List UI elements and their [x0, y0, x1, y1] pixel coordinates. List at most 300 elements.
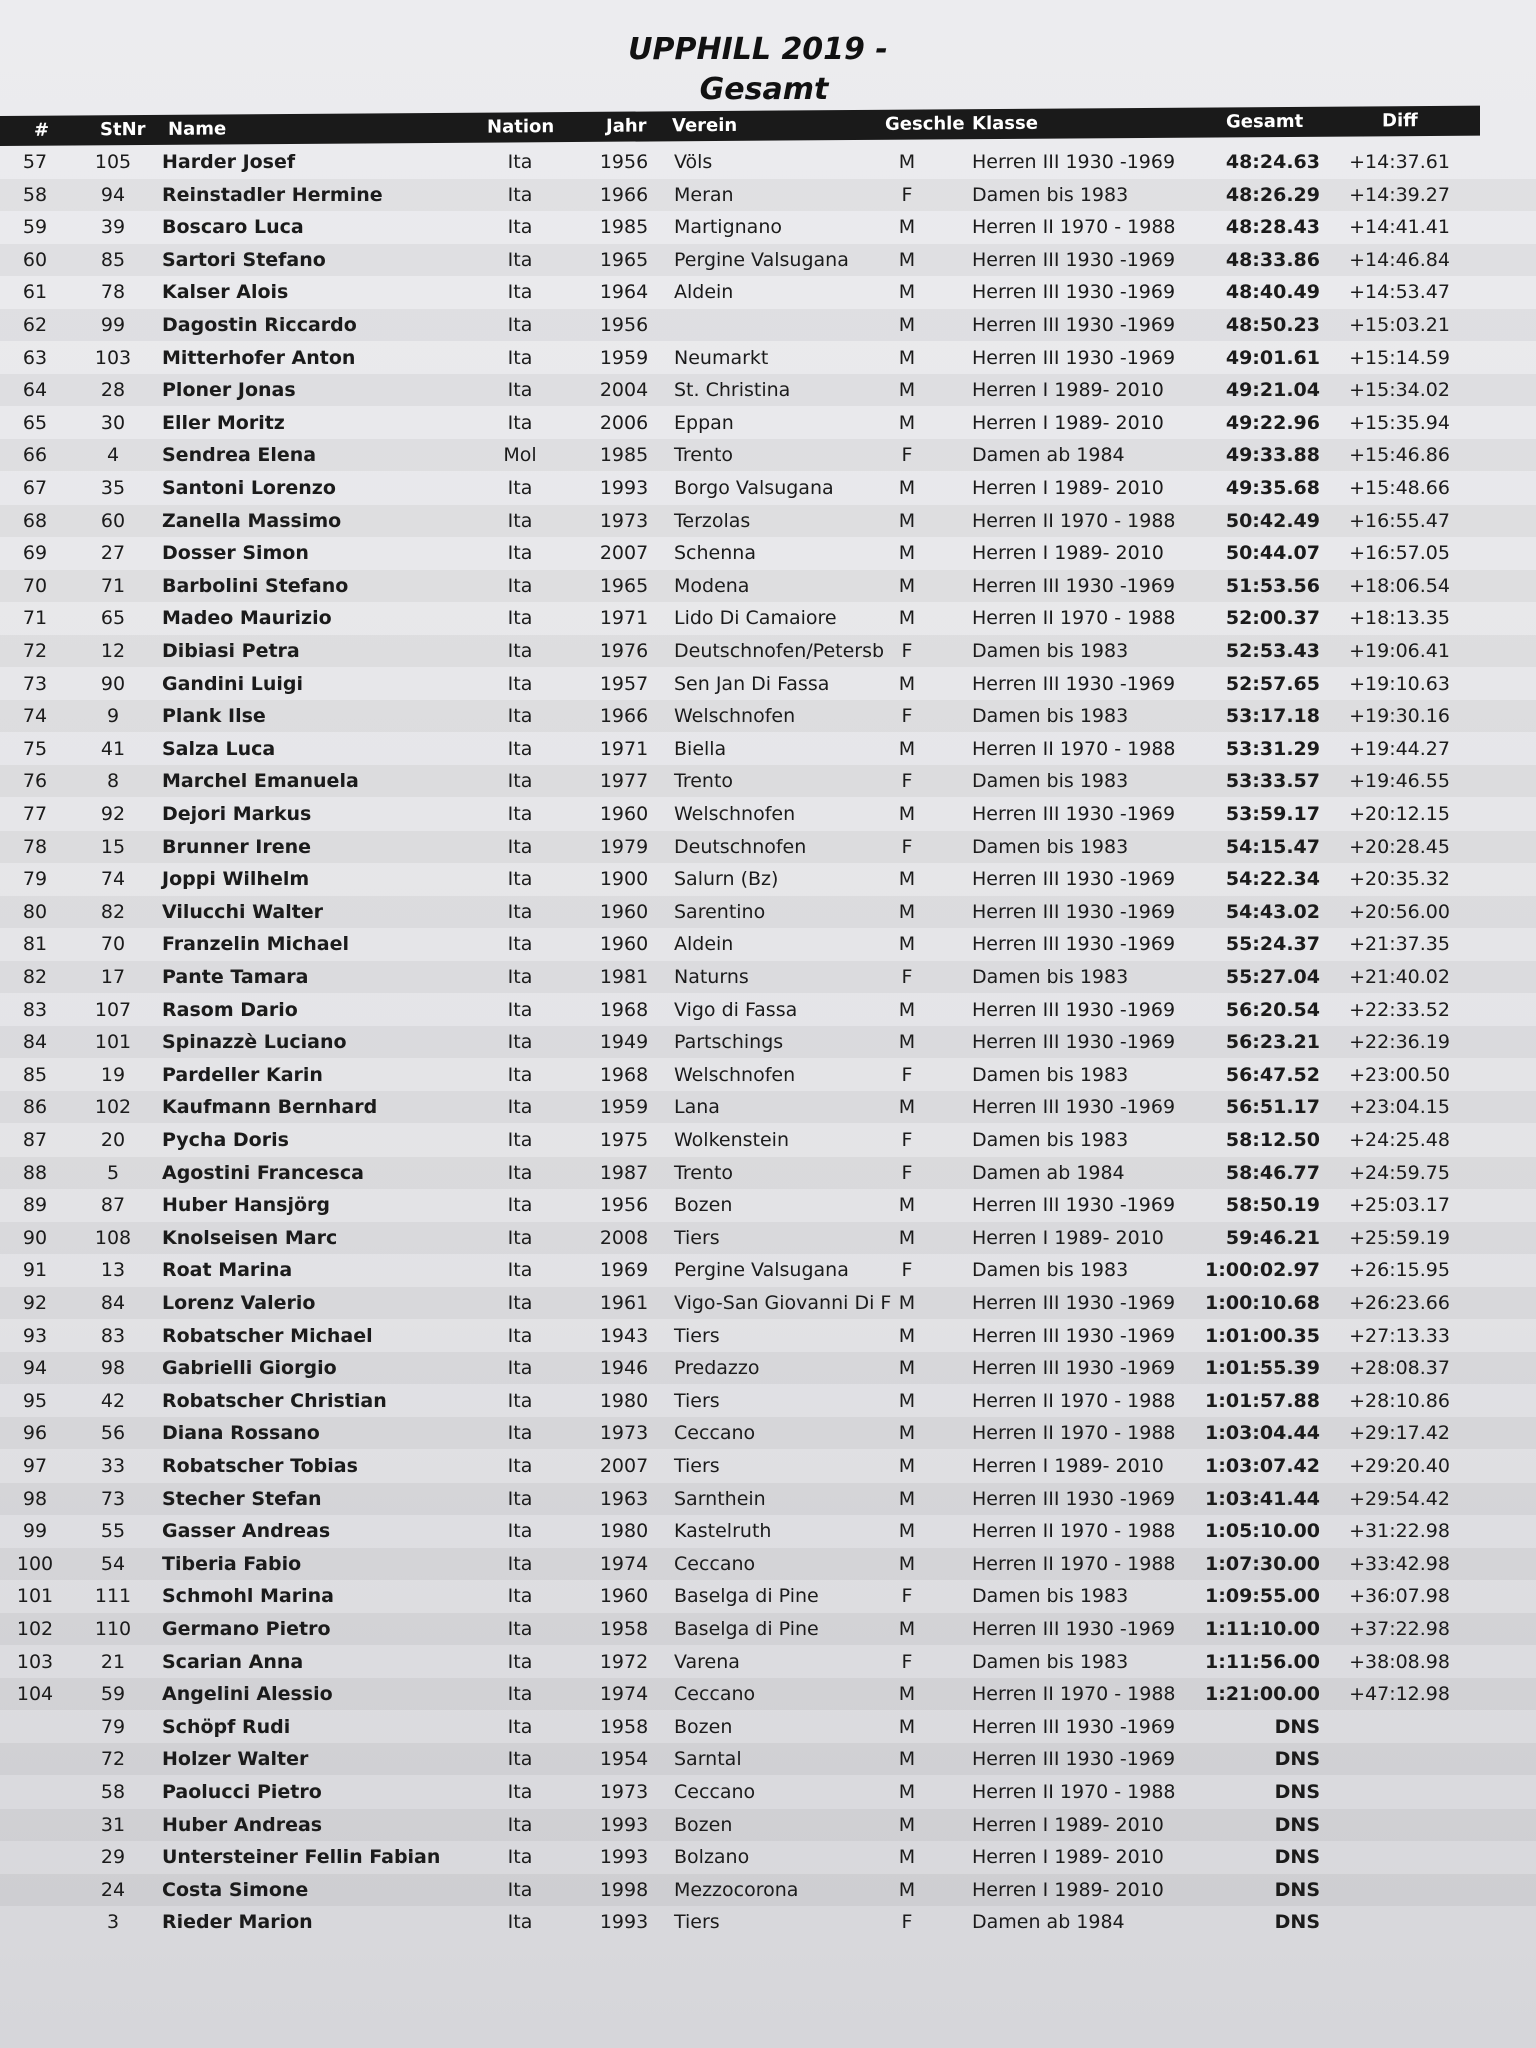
rank-cell: 76	[22, 770, 48, 793]
jahr-cell: 1985	[599, 216, 649, 239]
diff-cell: +23:04.15	[1349, 1096, 1450, 1119]
rank-cell: 99	[22, 1520, 48, 1543]
nation-cell: Ita	[507, 1226, 533, 1249]
verein-cell: Tiers	[674, 1455, 720, 1477]
geschlecht-cell: M	[898, 477, 916, 499]
table-row	[0, 1841, 1536, 1873]
name-cell: Robatscher Christian	[162, 1389, 387, 1412]
name-cell: Schöpf Rudi	[162, 1715, 291, 1738]
nation-cell: Ita	[507, 900, 533, 923]
gesamt-cell: 54:43.02	[1225, 900, 1320, 923]
jahr-cell: 1966	[599, 705, 649, 728]
jahr-cell: 1960	[599, 933, 649, 956]
gesamt-cell: 48:40.49	[1225, 281, 1320, 304]
table-row	[0, 635, 1536, 667]
nation-cell: Ita	[507, 803, 533, 825]
verein-cell: Sarntal	[674, 1748, 742, 1771]
jahr-cell: 1960	[599, 900, 649, 923]
verein-cell: Ceccano	[674, 1422, 756, 1445]
table-row	[0, 1874, 1536, 1906]
geschlecht-cell: M	[898, 998, 916, 1021]
stnr-cell: 70	[100, 933, 126, 956]
nation-cell: Ita	[507, 1389, 533, 1412]
gesamt-cell: 53:33.57	[1225, 770, 1320, 793]
geschlecht-cell: M	[898, 737, 916, 760]
stnr-cell: 103	[94, 346, 132, 369]
header-name: Name	[168, 118, 227, 140]
gesamt-cell: 1:01:55.39	[1205, 1357, 1320, 1380]
jahr-cell: 1957	[599, 672, 649, 695]
verein-cell: Baselga di Pine	[674, 1618, 819, 1640]
geschlecht-cell: M	[898, 1683, 916, 1706]
rank-cell: 68	[22, 509, 48, 532]
nation-cell: Ita	[507, 1748, 533, 1771]
klasse-cell: Herren I 1989- 2010	[972, 379, 1164, 402]
diff-cell: +25:03.17	[1349, 1194, 1450, 1217]
table-row	[0, 1450, 1536, 1482]
stnr-cell: 41	[100, 737, 126, 760]
nation-cell: Ita	[507, 1031, 533, 1054]
header-nation: Nation	[487, 116, 555, 138]
table-row	[0, 407, 1536, 439]
verein-cell: Neumarkt	[674, 346, 769, 369]
verein-cell: Tiers	[674, 1389, 720, 1412]
geschlecht-cell: M	[898, 509, 916, 532]
klasse-cell: Damen ab 1984	[972, 1161, 1125, 1184]
klasse-cell: Damen bis 1983	[972, 835, 1129, 858]
rank-cell: 91	[22, 1259, 48, 1282]
diff-cell: +37:22.98	[1349, 1618, 1450, 1640]
verein-cell: Pergine Valsugana	[674, 1259, 849, 1282]
nation-cell: Ita	[507, 672, 533, 695]
klasse-cell: Herren III 1930 -1969	[972, 933, 1176, 956]
stnr-cell: 94	[100, 183, 126, 206]
table-row	[0, 342, 1536, 374]
geschlecht-cell: M	[898, 1552, 916, 1575]
verein-cell: Bozen	[674, 1813, 733, 1836]
stnr-cell: 15	[100, 835, 126, 858]
name-cell: Dibiasi Petra	[162, 640, 300, 662]
name-cell: Pante Tamara	[162, 966, 309, 988]
rank-cell: 96	[22, 1422, 48, 1445]
verein-cell: Eppan	[674, 411, 734, 434]
table-row	[0, 374, 1536, 406]
stnr-cell: 28	[100, 379, 126, 402]
klasse-cell: Herren II 1970 - 1988	[972, 1520, 1176, 1543]
diff-cell: +15:35.94	[1349, 411, 1450, 434]
nation-cell: Ita	[507, 868, 533, 891]
geschlecht-cell: M	[898, 1715, 916, 1738]
header-verein: Verein	[672, 114, 738, 137]
klasse-cell: Herren III 1930 -1969	[972, 1715, 1176, 1738]
gesamt-cell: 54:22.34	[1225, 868, 1320, 891]
table-row	[0, 928, 1536, 960]
diff-cell: +38:08.98	[1349, 1650, 1450, 1673]
table-row	[0, 668, 1536, 700]
name-cell: Marchel Emanuela	[162, 770, 359, 793]
diff-cell: +19:30.16	[1349, 705, 1450, 728]
gesamt-cell: 56:20.54	[1225, 998, 1320, 1021]
gesamt-cell: 1:11:10.00	[1205, 1618, 1320, 1640]
table-row	[0, 505, 1536, 537]
gesamt-cell: 48:26.29	[1225, 183, 1320, 206]
stnr-cell: 79	[100, 1715, 126, 1738]
table-row	[0, 994, 1536, 1026]
table-row	[0, 1026, 1536, 1058]
table-row	[0, 1743, 1536, 1775]
klasse-cell: Herren III 1930 -1969	[972, 248, 1176, 271]
verein-cell: Trento	[674, 770, 734, 793]
nation-cell: Ita	[507, 1650, 533, 1673]
klasse-cell: Herren III 1930 -1969	[972, 1292, 1176, 1314]
verein-cell: Deutschnofen	[674, 835, 807, 858]
name-cell: Santoni Lorenzo	[162, 477, 336, 499]
geschlecht-cell: M	[898, 868, 916, 891]
verein-cell: Wolkenstein	[674, 1129, 789, 1151]
geschlecht-cell: M	[898, 1226, 916, 1249]
rank-cell: 101	[16, 1585, 54, 1608]
klasse-cell: Herren III 1930 -1969	[972, 803, 1176, 825]
stnr-cell: 31	[100, 1813, 126, 1836]
name-cell: Dejori Markus	[162, 803, 312, 825]
stnr-cell: 30	[100, 411, 126, 434]
table-row	[0, 602, 1536, 634]
name-cell: Lorenz Valerio	[162, 1292, 316, 1314]
jahr-cell: 1956	[599, 1194, 649, 1217]
stnr-cell: 71	[100, 574, 126, 597]
geschlecht-cell: F	[901, 1129, 913, 1151]
klasse-cell: Herren III 1930 -1969	[972, 314, 1176, 336]
verein-cell: Trento	[674, 1161, 734, 1184]
verein-cell: Bozen	[674, 1194, 733, 1217]
jahr-cell: 1900	[599, 868, 649, 891]
jahr-cell: 1965	[599, 248, 649, 271]
diff-cell: +24:59.75	[1349, 1161, 1450, 1184]
stnr-cell: 39	[100, 216, 126, 239]
klasse-cell: Herren III 1930 -1969	[972, 1194, 1176, 1217]
header-rank: #	[34, 119, 50, 141]
gesamt-cell: 1:03:07.42	[1205, 1455, 1320, 1477]
stnr-cell: 42	[100, 1389, 126, 1412]
geschlecht-cell: M	[898, 1455, 916, 1477]
nation-cell: Ita	[507, 770, 533, 793]
verein-cell: Bozen	[674, 1715, 733, 1738]
jahr-cell: 1971	[599, 607, 649, 630]
table-row	[0, 1483, 1536, 1515]
geschlecht-cell: M	[898, 1292, 916, 1314]
nation-cell: Ita	[507, 1129, 533, 1151]
klasse-cell: Damen bis 1983	[972, 1063, 1129, 1086]
nation-cell: Ita	[507, 314, 533, 336]
name-cell: Huber Hansjörg	[162, 1194, 330, 1217]
gesamt-cell: 59:46.21	[1225, 1226, 1320, 1249]
nation-cell: Ita	[507, 151, 533, 173]
table-row	[0, 733, 1536, 765]
stnr-cell: 21	[100, 1650, 126, 1673]
name-cell: Kaufmann Bernhard	[162, 1096, 378, 1119]
geschlecht-cell: F	[901, 444, 913, 467]
klasse-cell: Herren II 1970 - 1988	[972, 607, 1176, 630]
gesamt-cell: 55:24.37	[1225, 933, 1320, 956]
gesamt-cell: 1:21:00.00	[1205, 1683, 1320, 1706]
rank-cell: 57	[22, 151, 48, 173]
header-diff: Diff	[1382, 110, 1418, 132]
diff-cell: +27:13.33	[1349, 1324, 1450, 1347]
diff-cell: +33:42.98	[1349, 1552, 1450, 1575]
geschlecht-cell: M	[898, 1357, 916, 1380]
diff-cell: +26:15.95	[1349, 1259, 1450, 1282]
jahr-cell: 1985	[599, 444, 649, 467]
geschlecht-cell: M	[898, 1031, 916, 1054]
name-cell: Robatscher Michael	[162, 1324, 373, 1347]
nation-cell: Ita	[507, 1781, 533, 1803]
stnr-cell: 58	[100, 1781, 126, 1803]
geschlecht-cell: M	[898, 900, 916, 923]
nation-cell: Ita	[507, 1585, 533, 1608]
nation-cell: Ita	[507, 835, 533, 858]
diff-cell: +15:46.86	[1349, 444, 1450, 467]
rank-cell: 60	[22, 248, 48, 271]
rank-cell: 66	[22, 444, 48, 467]
verein-cell: Sen Jan Di Fassa	[674, 672, 830, 695]
gesamt-cell: 58:12.50	[1225, 1129, 1320, 1151]
table-row	[0, 700, 1536, 732]
name-cell: Barbolini Stefano	[162, 574, 349, 597]
stnr-cell: 107	[94, 998, 132, 1021]
diff-cell: +18:06.54	[1349, 574, 1450, 597]
klasse-cell: Damen bis 1983	[972, 1585, 1129, 1608]
rank-cell: 79	[22, 868, 48, 891]
jahr-cell: 1971	[599, 737, 649, 760]
verein-cell: Vigo di Fassa	[674, 998, 798, 1021]
gesamt-cell: 56:47.52	[1225, 1063, 1320, 1086]
nation-cell: Ita	[507, 998, 533, 1021]
jahr-cell: 1972	[599, 1650, 649, 1673]
geschlecht-cell: M	[898, 1618, 916, 1640]
gesamt-cell: 1:01:57.88	[1205, 1389, 1320, 1412]
name-cell: Kalser Alois	[162, 281, 289, 304]
klasse-cell: Damen bis 1983	[972, 770, 1129, 793]
gesamt-cell: DNS	[1274, 1781, 1320, 1803]
name-cell: Schmohl Marina	[162, 1585, 334, 1608]
geschlecht-cell: F	[901, 1161, 913, 1184]
klasse-cell: Herren III 1930 -1969	[972, 1096, 1176, 1119]
jahr-cell: 1968	[599, 998, 649, 1021]
rank-cell: 84	[22, 1031, 48, 1054]
name-cell: Gandini Luigi	[162, 672, 303, 695]
diff-cell: +22:36.19	[1349, 1031, 1450, 1054]
rank-cell: 93	[22, 1324, 48, 1347]
klasse-cell: Herren II 1970 - 1988	[972, 1781, 1176, 1803]
nation-cell: Ita	[507, 509, 533, 532]
geschlecht-cell: M	[898, 1096, 916, 1119]
klasse-cell: Herren II 1970 - 1988	[972, 509, 1176, 532]
nation-cell: Ita	[507, 281, 533, 304]
stnr-cell: 54	[100, 1552, 126, 1575]
gesamt-cell: DNS	[1274, 1846, 1320, 1869]
geschlecht-cell: M	[898, 1846, 916, 1869]
geschlecht-cell: M	[898, 1813, 916, 1836]
rank-cell: 83	[22, 998, 48, 1021]
jahr-cell: 1973	[599, 1781, 649, 1803]
klasse-cell: Herren III 1930 -1969	[972, 1031, 1176, 1054]
geschlecht-cell: M	[898, 542, 916, 565]
jahr-cell: 1980	[599, 1520, 649, 1543]
stnr-cell: 110	[94, 1618, 132, 1640]
table-row	[0, 1287, 1536, 1319]
rank-cell: 75	[22, 737, 48, 760]
stnr-cell: 92	[100, 803, 126, 825]
verein-cell: Bolzano	[674, 1846, 750, 1869]
stnr-cell: 65	[100, 607, 126, 630]
geschlecht-cell: M	[898, 248, 916, 271]
stnr-cell: 55	[100, 1520, 126, 1543]
name-cell: Angelini Alessio	[162, 1683, 333, 1706]
stnr-cell: 13	[100, 1259, 126, 1282]
jahr-cell: 1956	[599, 314, 649, 336]
gesamt-cell: 1:05:10.00	[1205, 1520, 1320, 1543]
verein-cell: Partschings	[674, 1031, 784, 1054]
klasse-cell: Herren III 1930 -1969	[972, 1487, 1176, 1510]
geschlecht-cell: M	[898, 281, 916, 304]
nation-cell: Mol	[503, 444, 537, 467]
geschlecht-cell: F	[901, 1650, 913, 1673]
gesamt-cell: 50:42.49	[1225, 509, 1320, 532]
rank-cell: 87	[22, 1129, 48, 1151]
klasse-cell: Herren III 1930 -1969	[972, 900, 1176, 923]
name-cell: Diana Rossano	[162, 1422, 320, 1445]
gesamt-cell: 52:00.37	[1225, 607, 1320, 630]
table-row	[0, 1711, 1536, 1743]
table-header	[0, 106, 1480, 146]
table-row	[0, 1222, 1536, 1254]
diff-cell: +21:37.35	[1349, 933, 1450, 956]
nation-cell: Ita	[507, 705, 533, 728]
table-row	[0, 1189, 1536, 1221]
table-row	[0, 765, 1536, 797]
gesamt-cell: 49:01.61	[1225, 346, 1320, 369]
diff-cell: +28:10.86	[1349, 1389, 1450, 1412]
nation-cell: Ita	[507, 542, 533, 565]
name-cell: Knolseisen Marc	[162, 1226, 338, 1249]
nation-cell: Ita	[507, 1259, 533, 1282]
rank-cell: 67	[22, 477, 48, 499]
table-row	[0, 276, 1536, 308]
nation-cell: Ita	[507, 1487, 533, 1510]
geschlecht-cell: F	[901, 966, 913, 988]
jahr-cell: 1960	[599, 803, 649, 825]
name-cell: Sendrea Elena	[162, 444, 317, 467]
table-row	[0, 1678, 1536, 1710]
rank-cell: 72	[22, 640, 48, 662]
geschlecht-cell: F	[901, 835, 913, 858]
gesamt-cell: 49:21.04	[1225, 379, 1320, 402]
gesamt-cell: 1:11:56.00	[1205, 1650, 1320, 1673]
diff-cell: +47:12.98	[1349, 1683, 1450, 1706]
nation-cell: Ita	[507, 477, 533, 499]
diff-cell: +19:06.41	[1349, 640, 1450, 662]
name-cell: Dagostin Riccardo	[162, 314, 357, 336]
table-row	[0, 961, 1536, 993]
klasse-cell: Herren I 1989- 2010	[972, 411, 1164, 434]
diff-cell: +28:08.37	[1349, 1357, 1450, 1380]
stnr-cell: 59	[100, 1683, 126, 1706]
jahr-cell: 1965	[599, 574, 649, 597]
jahr-cell: 1961	[599, 1292, 649, 1314]
table-row	[0, 537, 1536, 569]
diff-cell: +29:20.40	[1349, 1455, 1450, 1477]
verein-cell: Ceccano	[674, 1781, 756, 1803]
diff-cell: +29:17.42	[1349, 1422, 1450, 1445]
diff-cell: +18:13.35	[1349, 607, 1450, 630]
jahr-cell: 1987	[599, 1161, 649, 1184]
rank-cell: 98	[22, 1487, 48, 1510]
jahr-cell: 1980	[599, 1389, 649, 1412]
geschlecht-cell: F	[901, 1063, 913, 1086]
rank-cell: 78	[22, 835, 48, 858]
diff-cell: +24:25.48	[1349, 1129, 1450, 1151]
table-row	[0, 1548, 1536, 1580]
rank-cell: 85	[22, 1063, 48, 1086]
stnr-cell: 3	[106, 1911, 120, 1934]
klasse-cell: Herren III 1930 -1969	[972, 868, 1176, 891]
nation-cell: Ita	[507, 1422, 533, 1445]
gesamt-cell: 54:15.47	[1225, 835, 1320, 858]
klasse-cell: Damen bis 1983	[972, 183, 1129, 206]
jahr-cell: 2008	[599, 1226, 649, 1249]
stnr-cell: 60	[100, 509, 126, 532]
jahr-cell: 1974	[599, 1683, 649, 1706]
geschlecht-cell: M	[898, 1324, 916, 1347]
gesamt-cell: 49:35.68	[1225, 477, 1320, 499]
table-row	[0, 179, 1536, 211]
table-row	[0, 896, 1536, 928]
stnr-cell: 24	[100, 1878, 126, 1901]
name-cell: Gabrielli Giorgio	[162, 1357, 337, 1380]
name-cell: Vilucchi Walter	[162, 900, 324, 923]
rank-cell: 81	[22, 933, 48, 956]
diff-cell: +20:35.32	[1349, 868, 1450, 891]
rank-cell: 86	[22, 1096, 48, 1119]
nation-cell: Ita	[507, 1813, 533, 1836]
verein-cell: Ceccano	[674, 1683, 756, 1706]
nation-cell: Ita	[507, 411, 533, 434]
nation-cell: Ita	[507, 248, 533, 271]
name-cell: Robatscher Tobias	[162, 1455, 358, 1477]
jahr-cell: 1963	[599, 1487, 649, 1510]
nation-cell: Ita	[507, 1161, 533, 1184]
stnr-cell: 33	[100, 1455, 126, 1477]
table-row	[0, 1157, 1536, 1189]
geschlecht-cell: F	[901, 770, 913, 793]
table-row	[0, 472, 1536, 504]
geschlecht-cell: M	[898, 314, 916, 336]
jahr-cell: 1958	[599, 1618, 649, 1640]
jahr-cell: 1975	[599, 1129, 649, 1151]
rank-cell: 102	[16, 1618, 54, 1640]
diff-cell: +15:03.21	[1349, 314, 1450, 336]
gesamt-cell: DNS	[1274, 1911, 1320, 1934]
jahr-cell: 1974	[599, 1552, 649, 1575]
name-cell: Plank Ilse	[162, 705, 266, 728]
table-row	[0, 1059, 1536, 1091]
nation-cell: Ita	[507, 1063, 533, 1086]
stnr-cell: 82	[100, 900, 126, 923]
geschlecht-cell: F	[901, 1911, 913, 1934]
gesamt-cell: 55:27.04	[1225, 966, 1320, 988]
gesamt-cell: 48:50.23	[1225, 314, 1320, 336]
diff-cell: +14:39.27	[1349, 183, 1450, 206]
